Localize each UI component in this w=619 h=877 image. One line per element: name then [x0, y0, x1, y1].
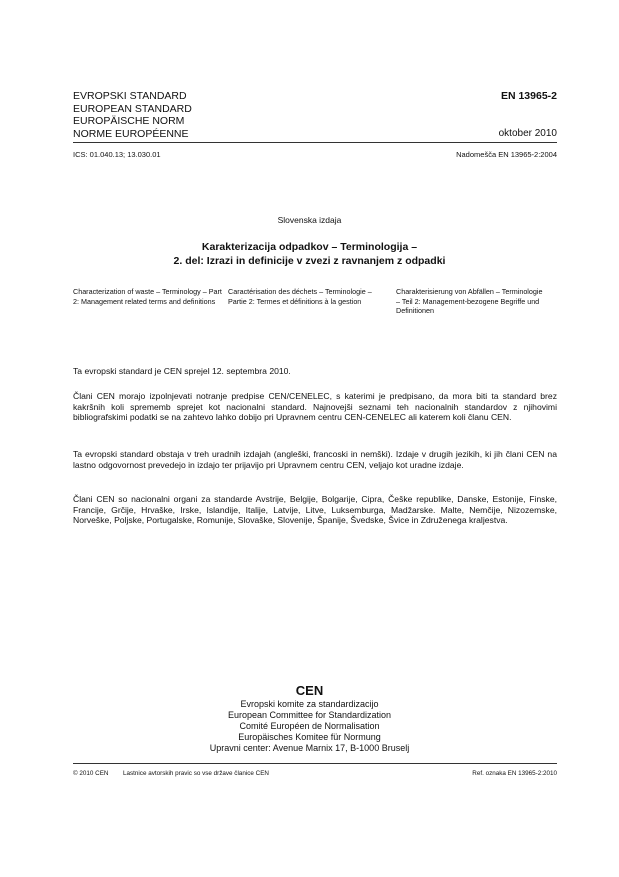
footer-divider [73, 763, 557, 764]
header-divider [73, 142, 557, 143]
cen-name-de: Europäisches Komitee für Normung [238, 732, 381, 742]
footer-copyright: © 2010 CEN [73, 770, 109, 777]
standard-name-en: EUROPEAN STANDARD [73, 102, 192, 115]
members-list-text: Člani CEN so nacionalni organi za standarde Avstrije, Belgije, Bolgarije, Cipra, Češke republike, Danske, Estonije, Finske, Francije, Grčije, Hrvaške, Irske, Islandije, Italije, Latvije, Litve, Luksemburga, Madžarske. Malte, Nemčije, Nizozemske, Norveške, Poljske, Portugalske, Romunije, Slovaške, Slovenije, Španije, Švedske, Švice in Združenega kraljestva. [73, 494, 557, 526]
adoption-text: Ta evropski standard je CEN sprejel 12. septembra 2010. [73, 366, 291, 376]
footer-rights: Lastnice avtorskih pravic so vse države članice CEN [123, 770, 269, 777]
replaces-note: Nadomešča EN 13965-2:2004 [456, 150, 557, 159]
cen-address: Upravni center: Avenue Marnix 17, B-1000 Bruselj [209, 743, 410, 753]
body-paragraph-2 [73, 391, 557, 423]
body-paragraph-4 [73, 494, 557, 526]
cen-name: CEN [295, 683, 324, 698]
title-german: Charakterisierung von Abfällen – Terminologie – Teil 2: Management-bezogene Begriffe und Definitionen [396, 287, 543, 315]
cen-block [0, 683, 619, 754]
members-obligation-text: Člani CEN morajo izpolnjevati notranje predpise CEN/CENELEC, s katerimi je predpisano, da mora biti ta standard brez kakršnih koli sprememb sprejet kot nacionalni standard. Najnovejši seznami teh nacionalnih standardov z njihovimi bibliografskimi podatki se na zahtevo lahko dobijo pri Upravnem centru CEN-CENELEC ali katerem koli članu CEN. [73, 391, 557, 423]
cen-name-en: European Committee for Standardization [227, 710, 392, 720]
cen-name-fr: Comité Européen de Normalisation [239, 721, 380, 731]
title-line-1: Karakterizacija odpadkov – Terminologija – [201, 241, 418, 253]
body-paragraph-3 [73, 449, 557, 470]
standard-name-sl: EVROPSKI STANDARD [73, 90, 187, 102]
title-line-2: 2. del: Izrazi in definicije v zvezi z ravnanjem z odpadki [173, 255, 446, 267]
official-versions-text: Ta evropski standard obstaja v treh uradnih izdajah (angleški, francoski in nemški). Izdaje v drugih jezikih, ki jih člani CEN na lastno odgovornost prevedejo in izdajo ter prijavijo pri Upravnem centru CEN, veljajo kot uradne izdaje. [73, 449, 557, 470]
body-paragraph-1 [73, 366, 557, 377]
publication-date: oktober 2010 [498, 128, 557, 139]
standard-name-fr: NORME EUROPÉENNE [73, 127, 189, 140]
document-title [0, 240, 619, 268]
standard-names [73, 90, 192, 140]
ics-code: ICS: 01.040.13; 13.030.01 [73, 150, 161, 159]
title-english: Characterization of waste – Terminology – Part 2: Management related terms and definitions [73, 287, 222, 306]
standard-name-de: EUROPÄISCHE NORM [73, 115, 185, 127]
edition-label: Slovenska izdaja [277, 215, 342, 225]
footer-reference: Ref. oznaka EN 13965-2:2010 [472, 770, 557, 777]
cen-name-sl: Evropski komite za standardizacijo [240, 699, 379, 709]
title-french: Caractérisation des déchets – Terminologie – Partie 2: Termes et définitions à la gestion [228, 287, 372, 306]
standard-number: EN 13965-2 [500, 90, 557, 102]
